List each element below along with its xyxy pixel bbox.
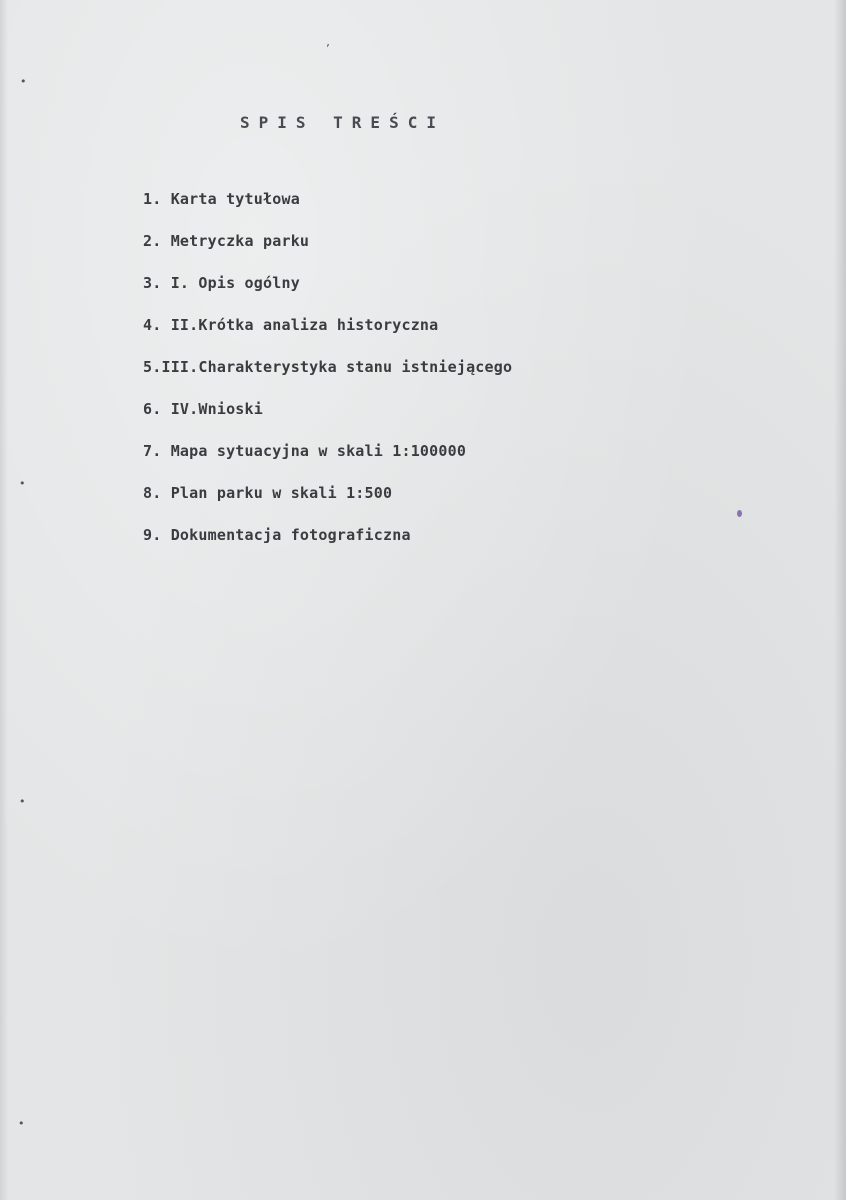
toc-item-4: 4. II.Krótka analiza historyczna	[143, 316, 439, 334]
toc-item-3: 3. I. Opis ogólny	[143, 274, 300, 292]
toc-item-8: 8. Plan parku w skali 1:500	[143, 484, 393, 502]
toc-item-7: 7. Mapa sytuacyjna w skali 1:100000	[143, 442, 467, 460]
toc-item-6: 6. IV.Wnioski	[143, 400, 263, 418]
margin-mark-top: •	[20, 75, 27, 88]
margin-mark-lower: •	[19, 795, 26, 808]
paper-speck: ’	[326, 42, 330, 56]
page-title: SPIS TREŚCI	[240, 113, 445, 132]
margin-mark-upper: •	[19, 477, 26, 490]
paper-edge-left	[0, 0, 8, 1200]
table-of-contents	[143, 187, 512, 565]
margin-mark-bottom: •	[18, 1117, 25, 1130]
toc-item-1: 1. Karta tytułowa	[143, 190, 300, 208]
paper-edge-right	[834, 0, 846, 1200]
toc-item-5: 5.III.Charakterystyka stanu istniejącego	[143, 358, 513, 376]
toc-item-2: 2. Metryczka parku	[143, 232, 310, 250]
toc-item-9: 9. Dokumentacja fotograficzna	[143, 526, 411, 544]
ink-dot	[737, 510, 742, 517]
